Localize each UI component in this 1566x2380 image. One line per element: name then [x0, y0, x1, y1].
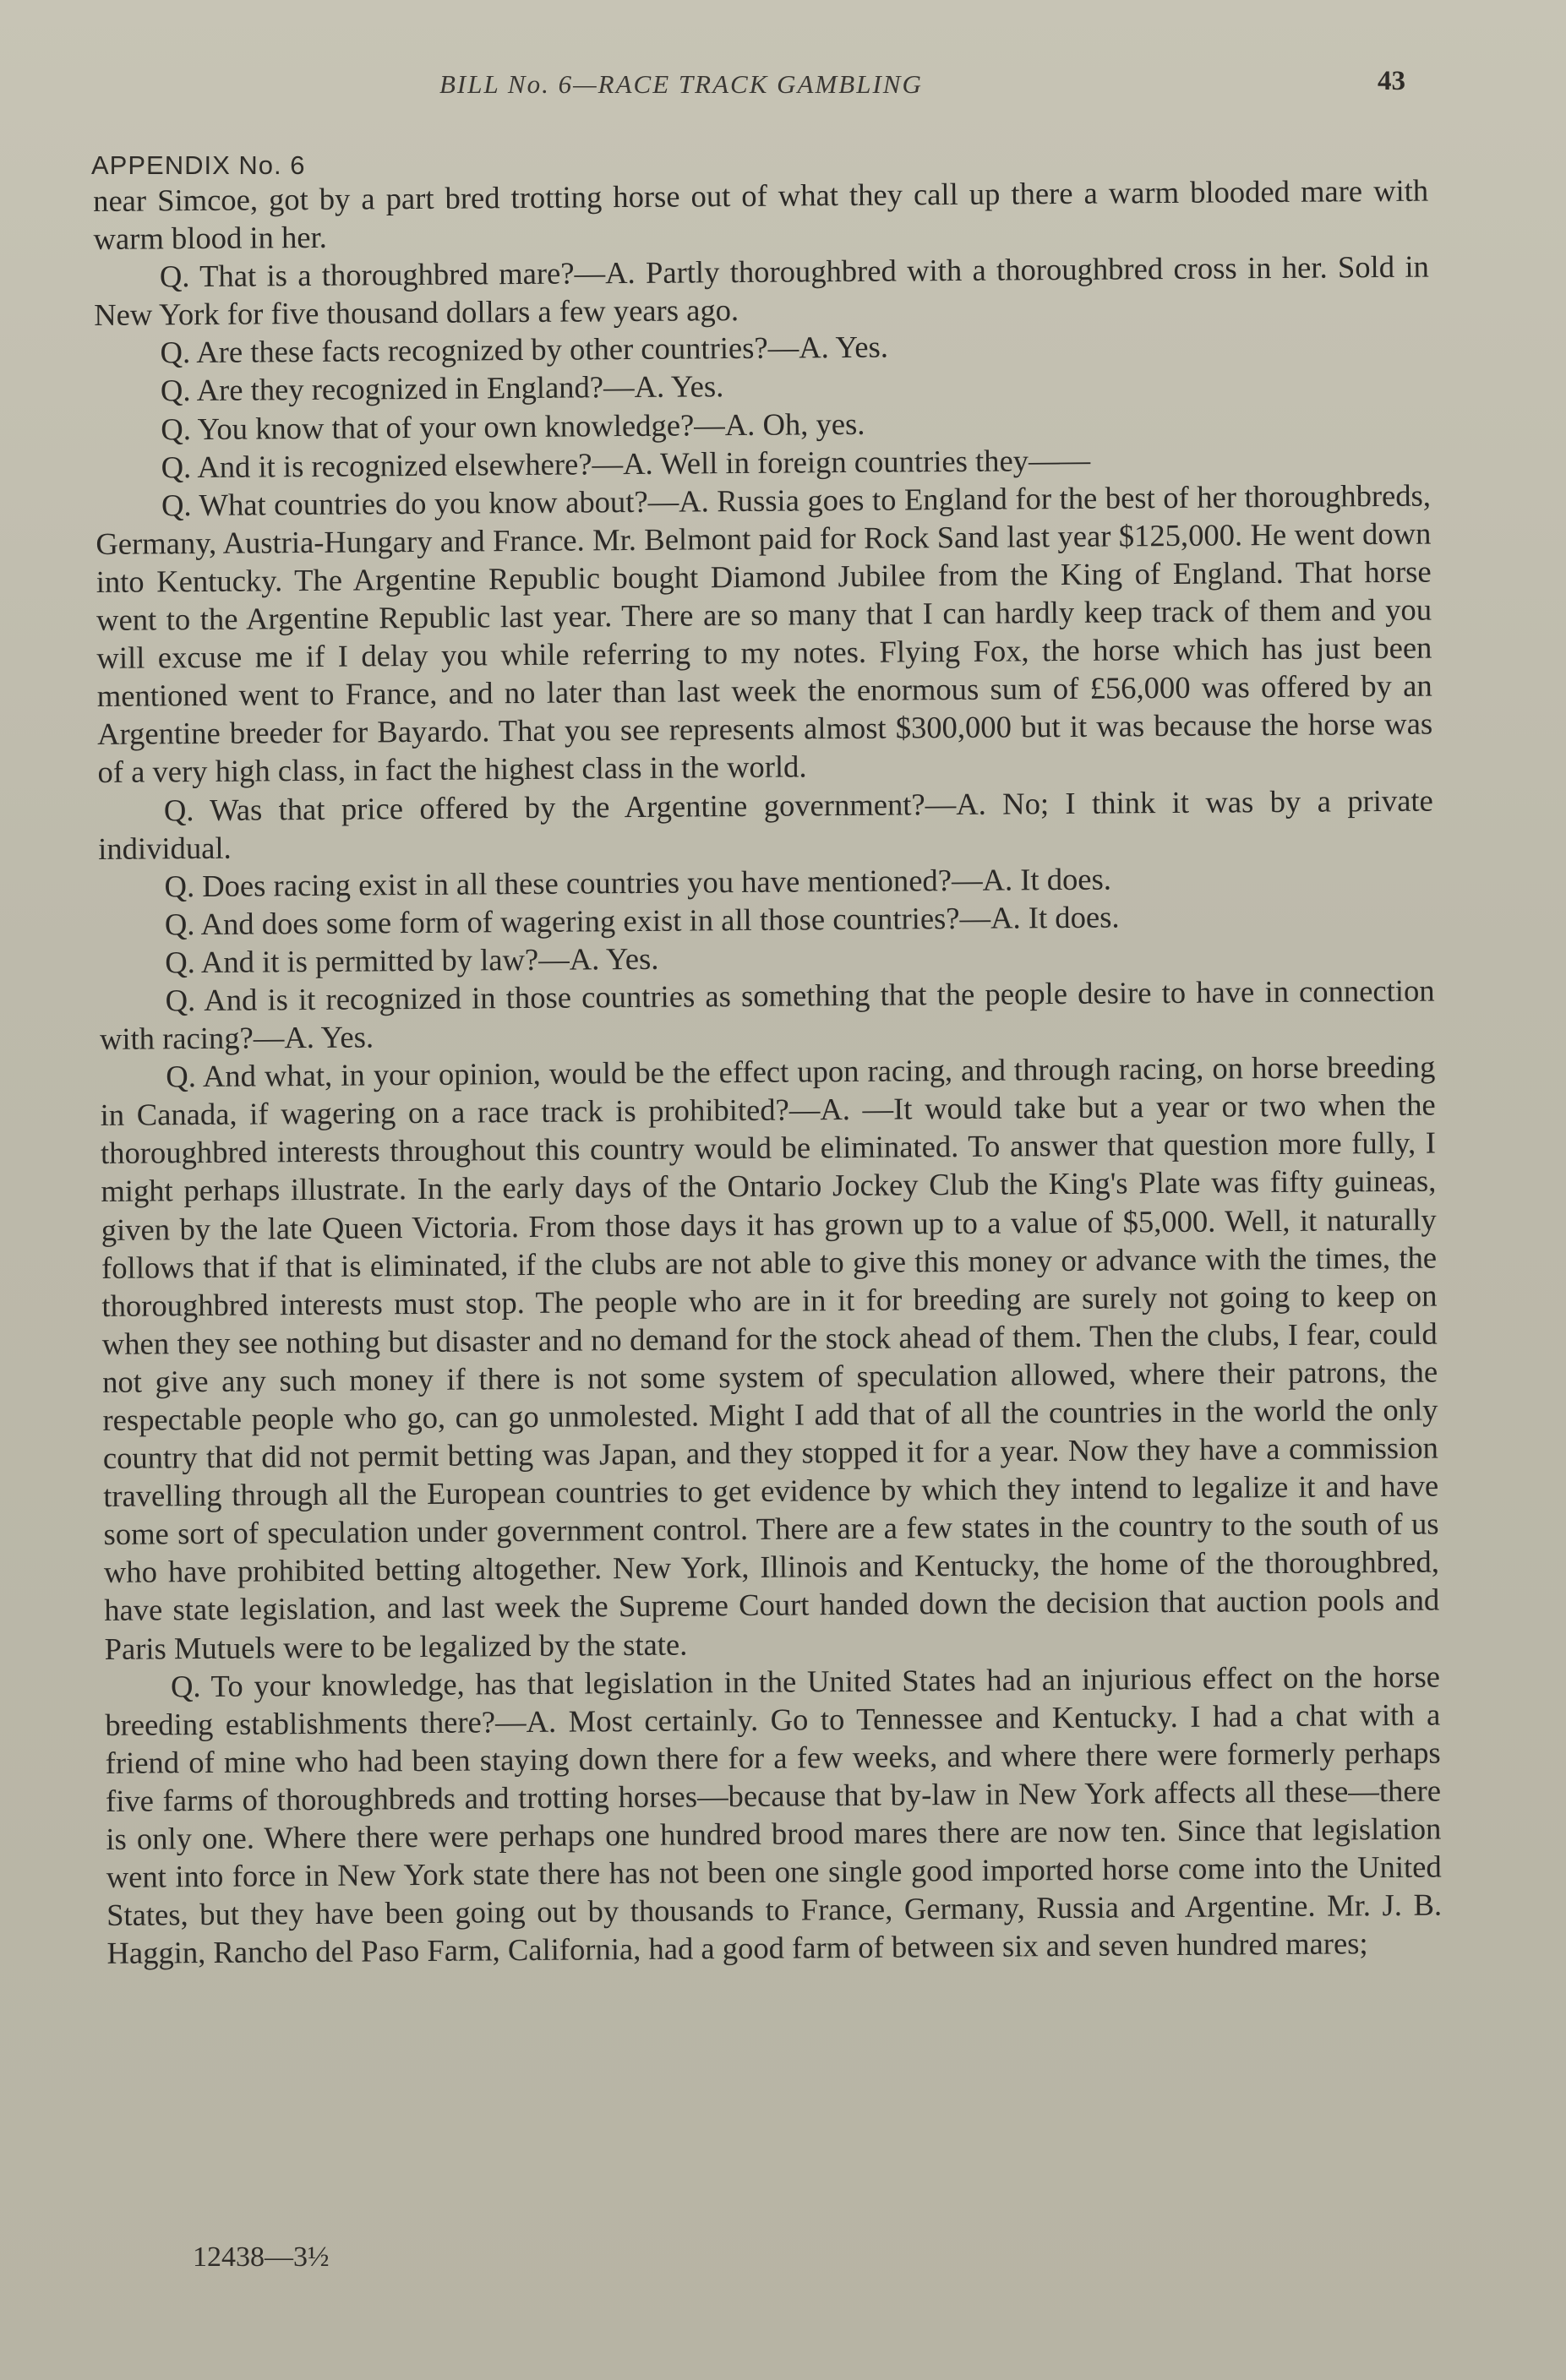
- paragraph: Q. Are they recognized in England?—A. Yes.: [160, 368, 724, 408]
- paragraph: Q. Does racing exist in all these countries you have mentioned?—A. It does.: [164, 861, 1112, 904]
- paragraph: near Simcoe, got by a part bred trotting horse out of what they call up there a warm blooded mare with warm blood in her.: [93, 172, 1429, 257]
- paragraph: Q. And what, in your opinion, would be the effect upon racing, and through racing, on horse breeding in Canada, if wagering on a race track is prohibited?—A. —It would take but a year or two when the thoroughbred interests throughout this country would be eliminated. To answer that question more fully, I might perhaps illustrate. In the early days of the Ontario Jockey Club the King's Plate was fifty guineas, given by the late Queen Victoria. From those days it has grown up to a value of $5,000. Well, it naturally follows that if that is eliminated, if the clubs are not able to give this money or advance with the times, the thoroughbred interests must stop. The people who are in it for breeding are surely not going to keep on when they see nothing but disaster and no demand for the stock ahead of them. Then the clubs, I fear, could not give any such money if there is not some system of speculation allowed, where their patrons, the respectable people who go, can go unmolested. Might I add that of all the countries in the world the only country that did not permit betting was Japan, and they stopped it for a year. Now they have a commission travelling through all the European countries to get evidence by which they intend to legalize it and have some sort of speculation under government control. There are a few states in the country to the south of us who have prohibited betting altogether. New York, Illinois and Kentucky, the home of the thoroughbred, have state legislation, and last week the Supreme Court handed down the decision that auction pools and Paris Mutuels were to be legalized by the state.: [100, 1048, 1440, 1666]
- paragraph: Q. And it is permitted by law?—A. Yes.: [165, 940, 659, 980]
- paragraph: Q. And it is recognized elsewhere?—A. Well in foreign countries they——: [161, 442, 1091, 485]
- paragraph: Q. To your knowledge, has that legislation in the United States had an injurious effect on the horse breeding establishments there?—A. Most certainly. Go to Tennessee and Kentucky. I had a chat with a friend of mine who had been staying down there for a few weeks, and where there were formerly perhaps five farms of thoroughbreds and trotting horses—because that by-law in New York affects all these—there is only one. Where there were perhaps one hundred brood mares there are now ten. Since that legislation went into force in New York state there has not been one single good imported horse come into the United States, but they have been going out by thousands to France, Germany, Russia and Argentine. Mr. J. B. Haggin, Rancho del Paso Farm, California, had a good farm of between six and seven hundred mares;: [105, 1658, 1443, 1971]
- paragraph: Q. And is it recognized in those countries as something that the people desire to have in connection with racing?—A. Yes.: [99, 972, 1435, 1057]
- paragraph: Q. That is a thoroughbred mare?—A. Partly thoroughbred with a thoroughbred cross in her. Sold in New York for five thousand dollars a few years ago.: [94, 248, 1429, 333]
- printer-signature: 12438—3½: [193, 2241, 330, 2273]
- paragraph: Q. What countries do you know about?—A. Russia goes to England for the best of her thoroughbreds, Germany, Austria-Hungary and France. Mr. Belmont paid for Rock Sand last year $125,000. He went down into Kentucky. The Argentine Republic bought Diamond Jubilee from the King of England. That horse went to the Argentine Republic last year. There are so many that I can hardly keep track of them and you will excuse me if I delay you while referring to my notes. Flying Fox, the horse which has just been mentioned went to France, and no later than last week the enormous sum of £56,000 was offered by an Argentine breeder for Bayardo. That you see represents almost $300,000 but it was because the horse was of a very high class, in fact the highest class in the world.: [95, 477, 1433, 790]
- paragraph: Q. Are these facts recognized by other countries?—A. Yes.: [160, 329, 889, 370]
- page-number: 43: [1378, 66, 1405, 96]
- paragraph: Q. Was that price offered by the Argentine government?—A. No; I think it was by a private individual.: [98, 782, 1433, 866]
- paragraph: Q. And does some form of wagering exist in all those countries?—A. It does.: [164, 899, 1120, 942]
- running-head: BILL No. 6—RACE TRACK GAMBLING: [439, 69, 923, 99]
- appendix-label: APPENDIX No. 6: [91, 150, 306, 180]
- body-text: [93, 172, 1443, 1973]
- paragraph: Q. You know that of your own knowledge?—A. Oh, yes.: [161, 406, 865, 446]
